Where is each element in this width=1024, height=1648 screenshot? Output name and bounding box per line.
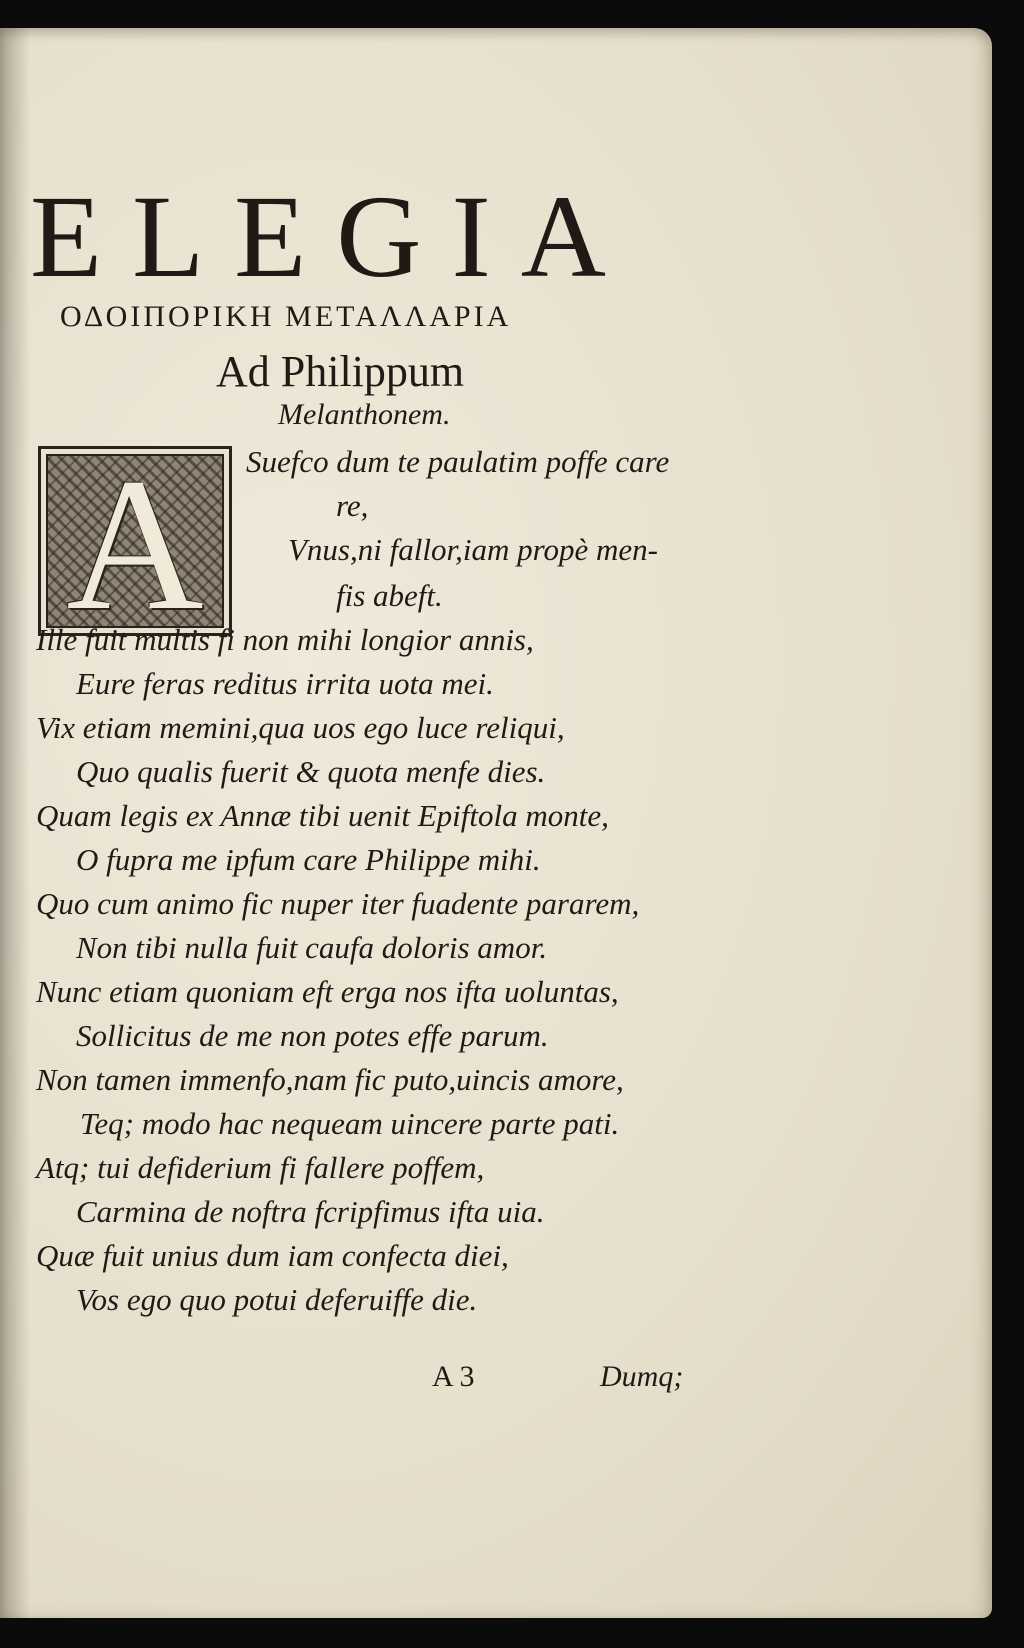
verse-line-8: Quo qualis fuerit & quota menfe dies. xyxy=(76,754,546,789)
verse-line-10: O fupra me ipfum care Philippe mihi. xyxy=(76,842,541,877)
verse-line-16: Teq; modo hac nequeam uincere parte pati. xyxy=(80,1106,620,1141)
catchword: Dumq; xyxy=(600,1360,684,1393)
verse-line-17: Atq; tui defiderium fi fallere poffem, xyxy=(36,1150,485,1185)
initial-letter: A xyxy=(66,454,204,628)
verse-line-5: Ille fuit multis fi non mihi longior annis, xyxy=(36,622,534,657)
verse-line-18: Carmina de noftra fcripfimus ifta uia. xyxy=(76,1194,545,1229)
verse-line-11: Quo cum animo fic nuper iter fuadente pararem, xyxy=(36,886,640,921)
subtitle-line-1: Ad Philippum xyxy=(216,347,465,396)
verse-line-3: Vnus,ni fallor,iam propè men- xyxy=(288,532,658,567)
verse-line-20: Vos ego quo potui deferuiffe die. xyxy=(76,1282,478,1317)
greek-title: ΟΔΟΙΠΟΡΙΚΗ ΜΕΤΑΛΛΑΡΙΑ xyxy=(60,300,512,333)
decorated-initial xyxy=(38,446,232,636)
verse-line-15: Non tamen immenfo,nam fic puto,uincis amore, xyxy=(36,1062,624,1097)
verse-line-7: Vix etiam memini,qua uos ego luce reliqui, xyxy=(36,710,565,745)
verse-line-14: Sollicitus de me non potes effe parum. xyxy=(76,1018,549,1053)
verse-line-4: fis abeft. xyxy=(336,578,443,613)
page-title: ELEGIA xyxy=(30,171,636,302)
initial-ornament xyxy=(46,454,224,628)
verse-line-6: Eure feras reditus irrita uota mei. xyxy=(76,666,494,701)
verse-line-2: re, xyxy=(336,488,369,523)
signature-mark: A 3 xyxy=(432,1360,475,1393)
verse-line-1: Suefco dum te paulatim poffe care xyxy=(246,444,670,479)
verse-line-13: Nunc etiam quoniam eft erga nos ifta uoluntas, xyxy=(36,974,619,1009)
subtitle-line-2: Melanthonem. xyxy=(278,398,451,431)
verse-line-9: Quam legis ex Annæ tibi uenit Epiftola monte, xyxy=(36,798,609,833)
verse-line-12: Non tibi nulla fuit caufa doloris amor. xyxy=(76,930,548,965)
book-page xyxy=(0,28,992,1618)
gutter-shadow xyxy=(0,28,30,1618)
verse-line-19: Quæ fuit unius dum iam confecta diei, xyxy=(36,1238,509,1273)
